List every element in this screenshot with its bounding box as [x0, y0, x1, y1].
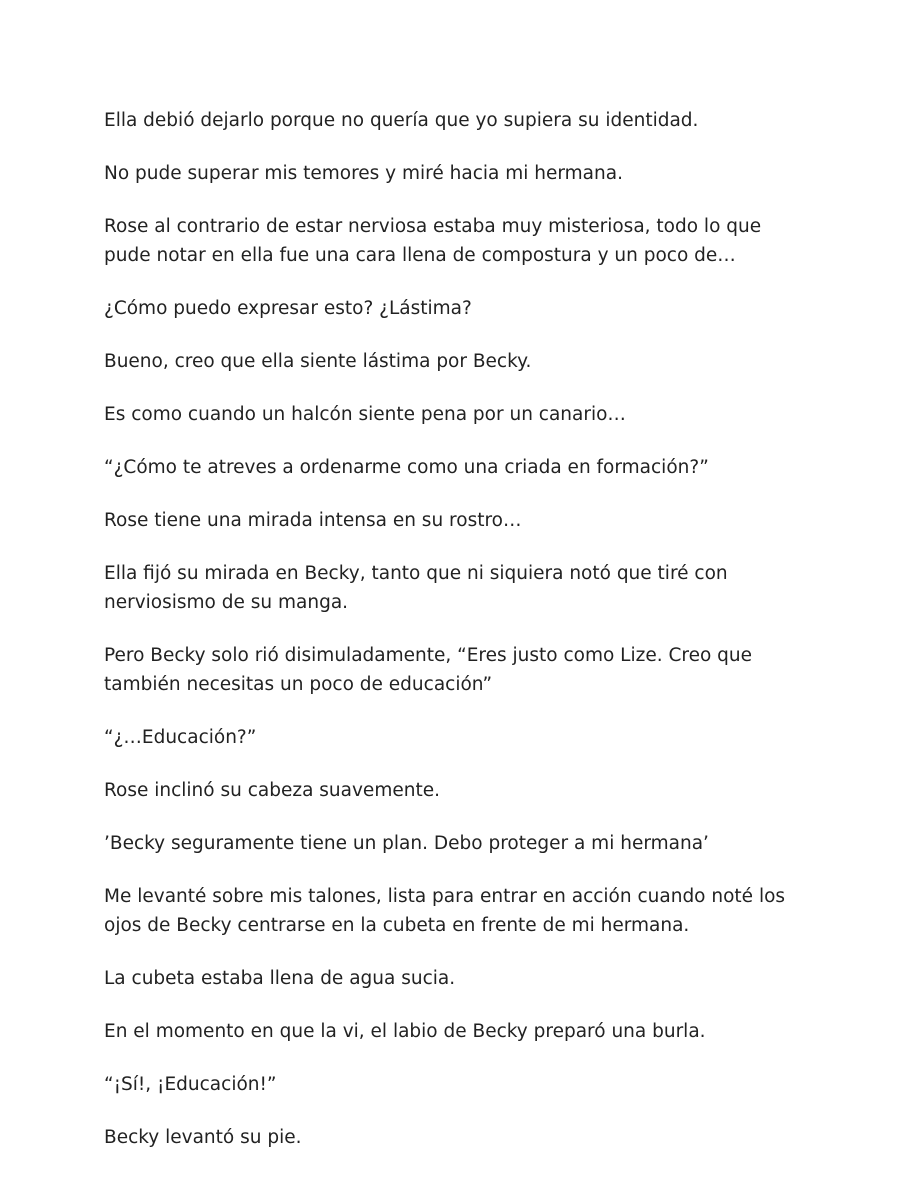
paragraph-12: Rose inclinó su cabeza suavemente. — [104, 780, 440, 801]
paragraph-10: Pero Becky solo rió disimuladamente, “Eres justo como Lize. Creo que también necesitas un poco de educación” — [104, 645, 753, 695]
paragraph-13: ’Becky seguramente tiene un plan. Debo proteger a mi hermana’ — [104, 833, 709, 854]
paragraph-5: Bueno, creo que ella siente lástima por Becky. — [104, 351, 532, 372]
paragraph-18: Becky levantó su pie. — [104, 1127, 302, 1148]
paragraph-7: “¿Cómo te atreves a ordenarme como una criada en formación?” — [104, 457, 709, 478]
paragraph-2: No pude superar mis temores y miré hacia mi hermana. — [104, 163, 623, 184]
paragraph-15: La cubeta estaba llena de agua sucia. — [104, 968, 456, 989]
paragraph-14: Me levanté sobre mis talones, lista para entrar en acción cuando noté los ojos de Becky centrarse en la cubeta en frente de mi hermana. — [104, 886, 786, 936]
text-column — [104, 106, 794, 1176]
paragraph-1: Ella debió dejarlo porque no quería que yo supiera su identidad. — [104, 110, 699, 131]
paragraph-16: En el momento en que la vi, el labio de Becky preparó una burla. — [104, 1021, 706, 1042]
paragraph-4: ¿Cómo puedo expresar esto? ¿Lástima? — [104, 298, 472, 319]
paragraph-3: Rose al contrario de estar nerviosa estaba muy misteriosa, todo lo que pude notar en ella fue una cara llena de compostura y un poco de… — [104, 216, 762, 266]
paragraph-9: Ella fijó su mirada en Becky, tanto que ni siquiera notó que tiré con nerviosismo de su manga. — [104, 563, 728, 613]
paragraph-6: Es como cuando un halcón siente pena por un canario… — [104, 404, 626, 425]
paragraph-17: “¡Sí!, ¡Educación!” — [104, 1074, 277, 1095]
paragraph-11: “¿…Educación?” — [104, 727, 257, 748]
paragraph-8: Rose tiene una mirada intensa en su rostro… — [104, 510, 522, 531]
